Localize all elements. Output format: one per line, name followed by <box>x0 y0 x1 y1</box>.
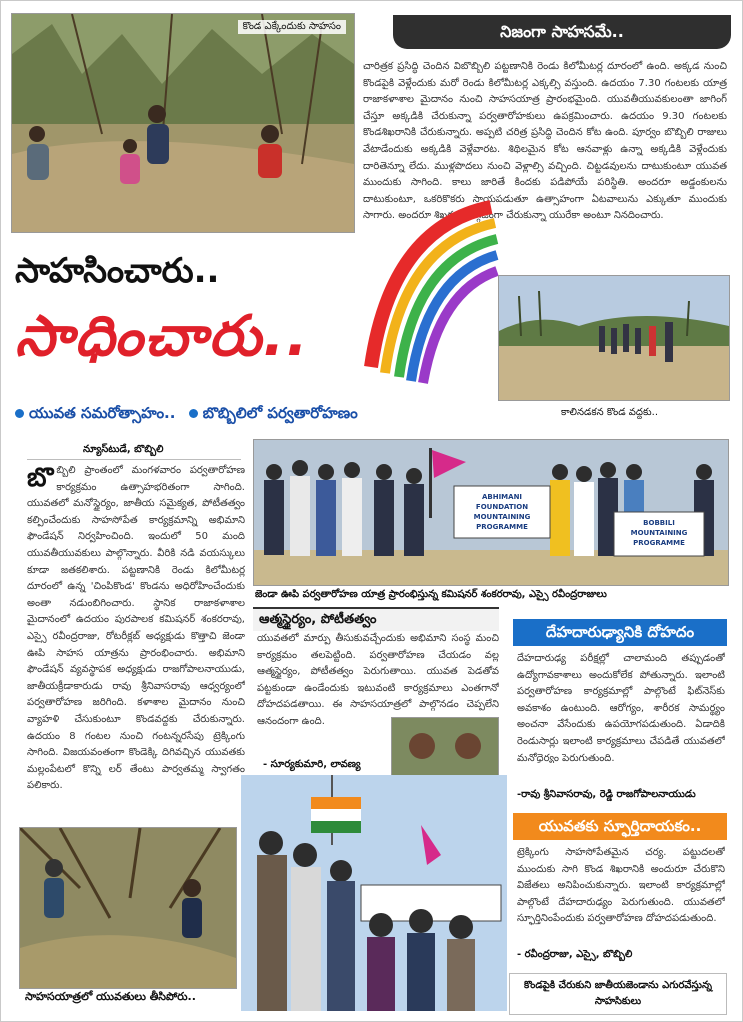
walk-photo-caption: కాలినడకన కొండ వద్దకు.. <box>561 407 658 418</box>
main-story <box>27 463 245 821</box>
intro-story-text: చారిత్రక ప్రసిద్ధి చెందిన విబొబ్బిలి పట్టణానికి రెండు కిలోమీటర్ల దూరంలో ఉంది. అక్కడ నుంచి కొండపైకి వెళ్లేందుకు మరో రెండు కిలోమీటర్ల ఎక్కల్సి వస్తుంది. ఉదయం 7.30 గంటలకు యాత్ర రాజాకళాశాల మైదానం నుంచి సాహసయాత్ర ప్రారంభమైంది. యువతీయువకులంతా జాగింగ్ చేస్తూ అక్కడికి చేరుకున్నా పర్వతారోహకులు ఉపక్రమించారు. ఉదయం 9.30 గంటలకు కొండశిఖరానికి చేరుకున్నారు. అప్పటి చరిత్ర ప్రసిద్ధి చెందిన కోట ఉంది. పూర్వం బొబ్బిలి రాజులు వేటాడేందుకు అక్కడికి వెళ్లేవారట. శిథిలమైన కోట ఆనవాళ్లు ఉన్నా అక్కడికి వెళ్లేందుకు దారితెన్నూ లేదు. ముళ్లపొదలు నుంచి వెళ్లాల్సి వచ్చింది. చిట్టడవులను దాటుకుంటూ యువత ముందుకు సాగింది. కాలు జారితే కిందకు పడిపోయే పరిస్థితి. అందరూ అడ్డంకులను దాటుకుంటూ, ఒకరికొకరు సాయపడుతూ ఉత్సాహంగా ఏటవాలును ఎక్కుతూ ముందుకు సాగారు. అందరూ శిఖరంపై దిగ్గజంగా చేరుకున్నా యురేకా అంటూ నినదించారు. <box>363 61 727 222</box>
subtitle-left: యువత సమరోత్సాహం.. <box>29 404 176 422</box>
bottom-right-caption-box <box>509 973 727 1015</box>
young-women-hiking-photo <box>19 827 237 989</box>
headline-dared: సాహసించారు.. <box>15 251 220 291</box>
flag-photo-caption: జెండా ఊపి పర్వతారోహణ యాత్ర ప్రారంభిస్తున్న కమిషనర్ శంకరరావు, ఎస్సై రవీంద్రరాజులు <box>255 589 607 600</box>
subtitle-row <box>15 401 491 425</box>
walk-to-hill-photo <box>498 275 730 401</box>
confidence-heading-box <box>253 607 499 631</box>
dateline-rule <box>27 459 241 460</box>
fitness-heading: దేహదారుఢ్యానికి దోహదం <box>513 619 727 646</box>
subtitle-right: బొబ్బిలిలో పర్వతారోహణం <box>202 404 358 422</box>
bullet-icon <box>15 409 24 418</box>
bottom-left-caption: సాహసయాత్రలో యువతులు తీసిపోరు.. <box>25 990 196 1003</box>
top-photo-caption: కొండ ఎక్కేందుకు సాహసం <box>238 20 346 34</box>
fitness-text: దేహదారుఢ్య పరీక్షల్లో చాలామంది తప్పుడంతో ఉద్యోగావకాశాలు అందుకోలేక పోతున్నారు. ఇలాంటి పర్వతారోహణ కార్యక్రమాల్లో పాల్గొంటే ఫిట్‌నెస్‌కు అవకాశం ఉంటుంది. ఆరోగ్యం, శారీరక సామర్థ్యం అంచనా వేసేందుకు ఉపయోగపడుతుంది. ఏడాదికి రెండుసార్లు ఇలాంటి కార్యక్రమాలు చేపడితే యువతలో మనోధైర్యం పెరుగుతుంది. <box>517 653 725 763</box>
headline-achieved: సాధించారు.. <box>15 304 310 369</box>
inspiration-signature: - రవీంద్రరాజు, ఎస్సై, బొబ్బిలి <box>517 949 633 960</box>
main-story-text: బ్బిలి ప్రాంతంలో మంగళవారం పర్వతారోహణ కార్యక్రమం ఉత్సాహభరితంగా సాగింది. యువతలో మనోస్థైర్యం, జాతీయ సమైక్యత, పోటీతత్వం కల్పించేందుకు సాహసోపేత కార్యక్రమాన్ని అభిమాని ఫౌండేషన్ నిర్వహించింది. ఇందులో 50 మంది యువతీయువకులు పాల్గొన్నారు. వీరికి నడి వయస్కులు కూడా జతకలిశారు. పట్టణానికి రెండు కిలోమీటర్ల దూరంలో ఉన్న 'చింపికొండ' కొండను అధిరోహించేందుకు అంతా నడుంబిగించారు. స్థానిక రాజాకళాశాల మైదానంలో ఉదయం పురపాలక కమిషనర్ శంకరరావు, ఎస్సై రవీంద్రరాజు, రోటరీక్లబ్ అధ్యక్షుడు కొత్తాచి జెండా ఊపి సాహస యాత్రను ప్రారంభించారు. అభిమాని ఫౌండేషన్ వ్యవస్థాపక అధ్యక్షుడు రాజగోపాలనాయుడు, జాతీయక్రీడాకారుడు రావు శ్రీనివాసరావు ఆధ్వర్యంలో పర్వతారోహణ జరిగింది. కళాశాల మైదానం నుంచి వ్యాహళి చేసుకుంటూ కొండవద్దకు చేరుకున్నారు. ఉదయం 8 గంటల నుంచి గంటన్నరసేపు ట్రెక్కింగు సాగింది. విజయవంతంగా కొండెక్కి దిగివచ్చిన యువతకు మల్లంపేటలో కొన్ని లర్ తేంటు పార్వతమ్మ స్వాగతం పలికారు. <box>27 465 245 792</box>
banner-text-right: BOBBILI MOUNTAINING PROGRAMME <box>630 519 688 547</box>
flag-off-ceremony-photo <box>253 439 729 586</box>
banner-text-left: ABHIMANI FOUNDATION MOUNTAINING PROGRAMME <box>473 493 531 531</box>
fitness-signature: -రావు శ్రీనివాసరావు, రెడ్డి రాజగోపాలనాయుడు <box>517 789 696 800</box>
headline-real-adventure: నిజంగా సాహసమే.. <box>500 22 624 41</box>
drop-cap: బొ <box>27 463 54 493</box>
dateline: న్యూస్‌టుడే, బొబ్బిలి <box>83 444 164 455</box>
inspiration-heading: యువతకు స్ఫూర్తిదాయకం.. <box>513 813 727 840</box>
inspiration-text: ట్రెక్కింగు సాహసోపేతమైన చర్య. పట్టుదలతో ముందుకు సాగి కొండ శిఖరానికి అందురూ చేరుకొని విజేతలు అనిపించుకున్నారు. ఇలాంటి కార్యక్రమాల్లో పాల్గొంటే దేహదారుఢ్యం పెరుగుతుంది. యువతలో స్ఫూర్తినింపేందుకు పర్వతారోహణ దోహదపడుతుంది. <box>517 847 725 925</box>
hikers-climbing-photo <box>11 13 355 233</box>
confidence-text: యువతలో మార్పు తీసుకువచ్చేందుకు అభిమాని సంస్థ మంచి కార్యక్రమం తలపెట్టింది. పర్వతారోహణ చేయడం వల్ల ఆత్మస్థైర్యం, పోటీతత్వం పెరుగుతాయి. యువత పెడతోవ పట్టకుండా ఉండేందుకు ఇటువంటి కార్యక్రమాలు ఎంతగానో దోహదపడతాయి. ఈ సాహసయాత్రలో పాల్గొనడం చెప్పలేని ఆనందంగా ఉంది. <box>257 633 499 727</box>
flag-hoisting-summit-photo <box>241 775 507 1011</box>
confidence-heading: ఆత్మస్థైర్యం, పోటీతత్వం <box>259 612 377 627</box>
bottom-right-caption: కొండపైకి చేరుకుని జాతీయజెండాను ఎగురవేస్తున్న సాహసికులు <box>523 980 713 1007</box>
bullet-icon <box>189 409 198 418</box>
heading-box-dark <box>393 15 731 49</box>
confidence-signature: - సూర్యకుమారి, లావణ్య <box>263 759 361 770</box>
